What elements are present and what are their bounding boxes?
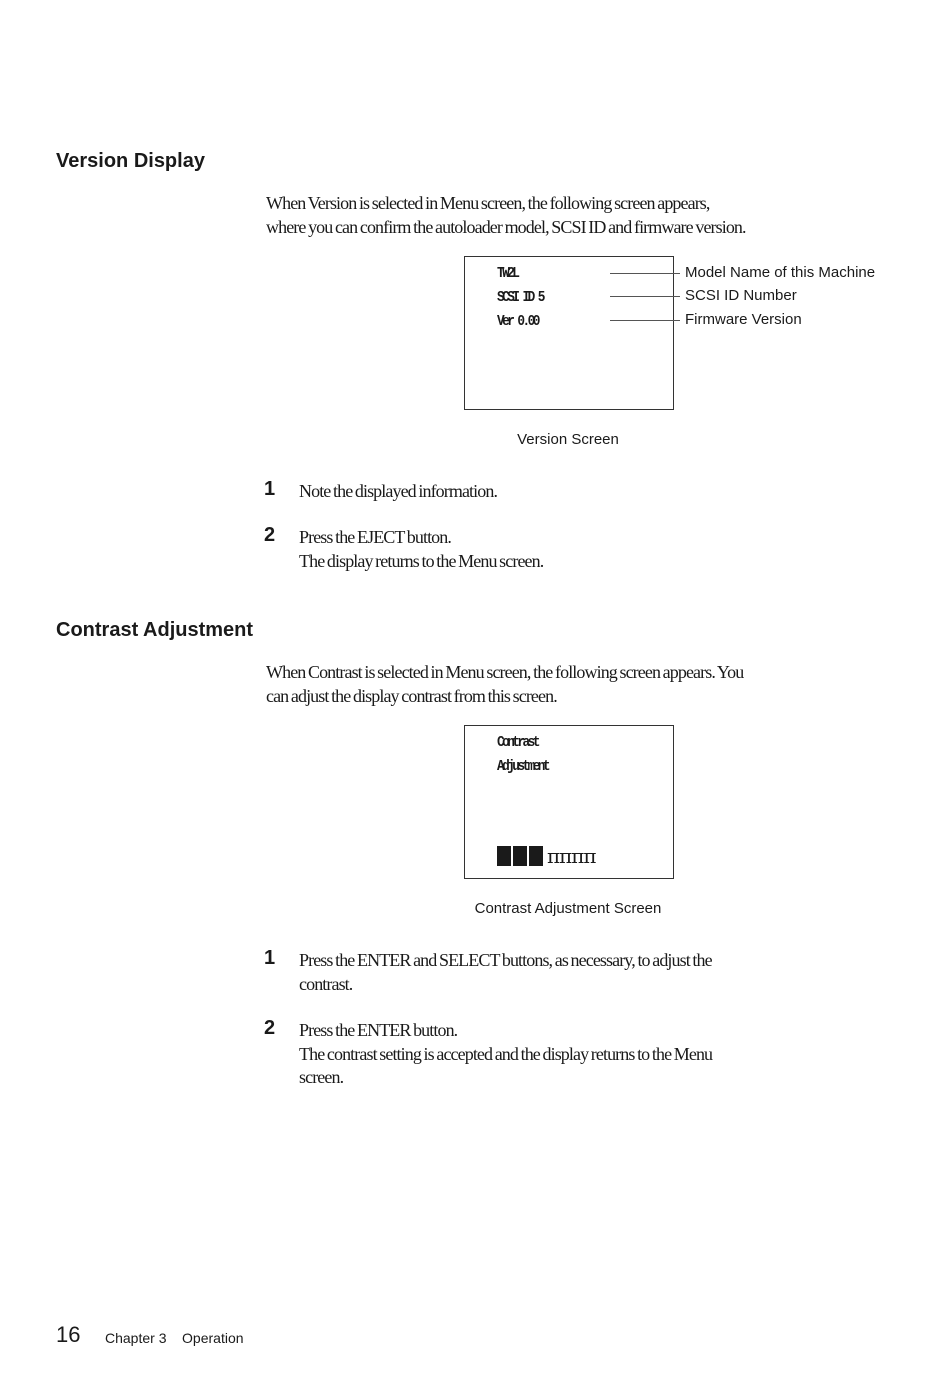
contrast-adjustment-heading: Contrast Adjustment <box>56 619 254 641</box>
callout-scsi-id: SCSI ID Number <box>685 287 797 304</box>
contrast-screen-caption: Contrast Adjustment Screen <box>474 900 662 917</box>
contrast-bar-filled-segment <box>513 846 527 866</box>
lcd-contrast-row: Contrast <box>497 734 538 751</box>
callout-line-model <box>610 273 680 274</box>
version-step-2-number: 2 <box>264 524 276 546</box>
chapter-label: Chapter 3 Operation <box>105 1330 244 1346</box>
version-display-heading: Version Display <box>56 150 205 172</box>
contrast-bar-filled-segment <box>529 846 543 866</box>
callout-firmware-version: Firmware Version <box>685 311 802 328</box>
contrast-step-2-text: Press the ENTER button. The contrast setting is accepted and the display returns to the Menu screen. <box>299 1020 713 1087</box>
callout-line-scsi <box>610 296 680 297</box>
version-screen-caption: Version Screen <box>517 431 619 448</box>
lcd-scsi-row: SCSI ID 5 <box>497 289 543 306</box>
contrast-intro-text: When Contrast is selected in Menu screen, the following screen appears. You can adjust the display contrast from this screen. <box>266 662 744 706</box>
contrast-screen-display <box>464 725 674 879</box>
version-intro-text: When Version is selected in Menu screen, the following screen appears, where you can confirm the autoloader model, SCSI ID and firmware version. <box>266 193 746 237</box>
callout-line-firmware <box>610 320 680 321</box>
contrast-step-1-number: 1 <box>264 947 276 969</box>
version-step-1-number: 1 <box>264 478 276 500</box>
lcd-version-row: Ver 0.00 <box>497 313 538 330</box>
version-step-1-text: Note the displayed information. <box>299 481 498 501</box>
contrast-step-1-text: Press the ENTER and SELECT buttons, as necessary, to adjust the contrast. <box>299 950 712 994</box>
lcd-adjustment-row: Adjustment <box>497 758 549 775</box>
contrast-step-2-number: 2 <box>264 1017 276 1039</box>
contrast-bar-empty-segments: ππππ <box>547 844 596 868</box>
version-step-2-text: Press the EJECT button. The display returns to the Menu screen. <box>299 527 544 571</box>
lcd-model-row: TW2L <box>497 265 518 282</box>
contrast-bar-filled-segment <box>497 846 511 866</box>
contrast-level-bar <box>497 846 596 866</box>
version-screen-display <box>464 256 674 410</box>
page-number: 16 <box>56 1322 81 1347</box>
callout-model-name: Model Name of this Machine <box>685 264 876 281</box>
